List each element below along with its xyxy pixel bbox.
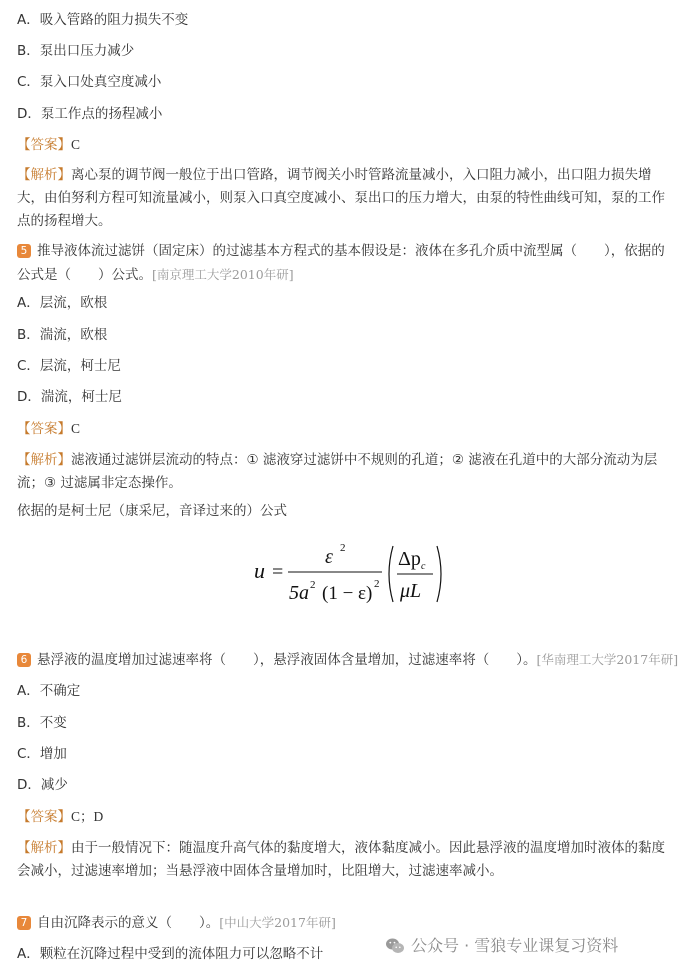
formula-sq2: 2 [310,579,316,591]
question-text: 悬浮液的温度增加过滤速率将（ ），悬浮液固体含量增加，过滤速率将（ ）。 [37,652,537,668]
question-source: [华南理工大学2017年研] [536,652,679,667]
formula-delta-p: Δp [398,548,421,570]
formula-5a: 5a [289,582,309,604]
formula-sq1: 2 [340,542,346,554]
formula-mu-l: μL [400,580,422,602]
question-source: [南京理工大学2010年研] [152,267,294,282]
formula-equals: = [272,561,284,583]
q5-option-b: B．湍流，欧根 [17,327,108,343]
formula-sq3: 2 [374,578,380,590]
q6-option-a: A．不确定 [17,683,81,699]
watermark-text: 公众号 · 雪狼专业课复习资料 [411,936,619,955]
analysis-text: 滤液通过滤饼层流动的特点：① 滤液穿过滤饼中不规则的孔道；② 滤液在孔道中的大部分流动为层流；③ 过滤属非定态操作。 [17,452,658,491]
analysis-tag: 【解析】 [17,167,71,183]
q4-analysis [17,164,677,233]
answer-tag: 【答案】 [17,137,71,153]
q6-stem [17,650,678,670]
q6-analysis [17,837,677,883]
q4-option-a: A．吸入管路的阻力损失不变 [17,12,189,28]
q5-analysis [17,449,677,495]
formula-right-paren [437,546,441,602]
q5-answer [17,419,80,439]
analysis-tag: 【解析】 [17,840,71,856]
q6-option-b: B．不变 [17,715,67,731]
formula-intro: 依据的是柯士尼（康采尼，音译过来的）公式 [17,503,287,519]
answer-value: C；D [71,809,104,824]
q5-option-d: D．湍流，柯士尼 [17,389,122,405]
analysis-text: 由于一般情况下：随温度升高气体的黏度增大，液体黏度减小。因此悬浮液的温度增加时液体的黏度会减小，过滤速率增加；当悬浮液中固体含量增加时，比阻增大，过滤速率减小。 [17,840,665,879]
q4-option-d: D．泵工作点的扬程减小 [17,106,163,122]
kozeny-formula [250,538,450,608]
answer-tag: 【答案】 [17,809,71,825]
q7-option-a: A．颗粒在沉降过程中受到的流体阻力可以忽略不计 [17,946,324,962]
q6-answer [17,807,103,827]
formula-left-paren [389,546,393,602]
question-number-badge: 6 [17,653,31,667]
wechat-watermark [385,934,618,958]
analysis-tag: 【解析】 [17,452,71,468]
formula-denominator-paren: (1 − ε) [322,583,373,604]
q6-option-d: D．减少 [17,777,68,793]
formula-epsilon: ε [325,546,333,568]
question-text: 推导液体流过滤饼（固定床）的过滤基本方程式的基本假设是：液体在多孔介质中流型属（ ），依据的公式是（ ）公式。 [17,243,665,283]
q7-stem [17,913,336,933]
question-number-badge: 7 [17,916,31,930]
q5-stem [17,240,677,287]
q6-option-c: C．增加 [17,746,67,762]
q4-option-b: B．泵出口压力减少 [17,43,135,59]
formula-u: u [254,558,265,583]
answer-value: C [71,421,81,436]
answer-value: C [71,137,81,152]
question-text: 自由沉降表示的意义（ ）。 [37,915,220,931]
wechat-icon [385,937,405,955]
q4-answer [17,135,80,155]
answer-tag: 【答案】 [17,421,71,437]
question-source: [中山大学2017年研] [219,915,336,930]
formula-sub-c: c [421,561,426,572]
analysis-text: 离心泵的调节阀一般位于出口管路，调节阀关小时管路流量减小，入口阻力减小，出口阻力损失增大，由伯努利方程可知流量减小，则泵入口真空度减小、泵出口的压力增大，由泵的特性曲线可知，泵的工作点的扬程增大。 [17,167,665,229]
q5-option-c: C．层流，柯士尼 [17,358,121,374]
q4-option-c: C．泵入口处真空度减小 [17,74,162,90]
question-number-badge: 5 [17,244,31,258]
q5-option-a: A．层流，欧根 [17,295,108,311]
